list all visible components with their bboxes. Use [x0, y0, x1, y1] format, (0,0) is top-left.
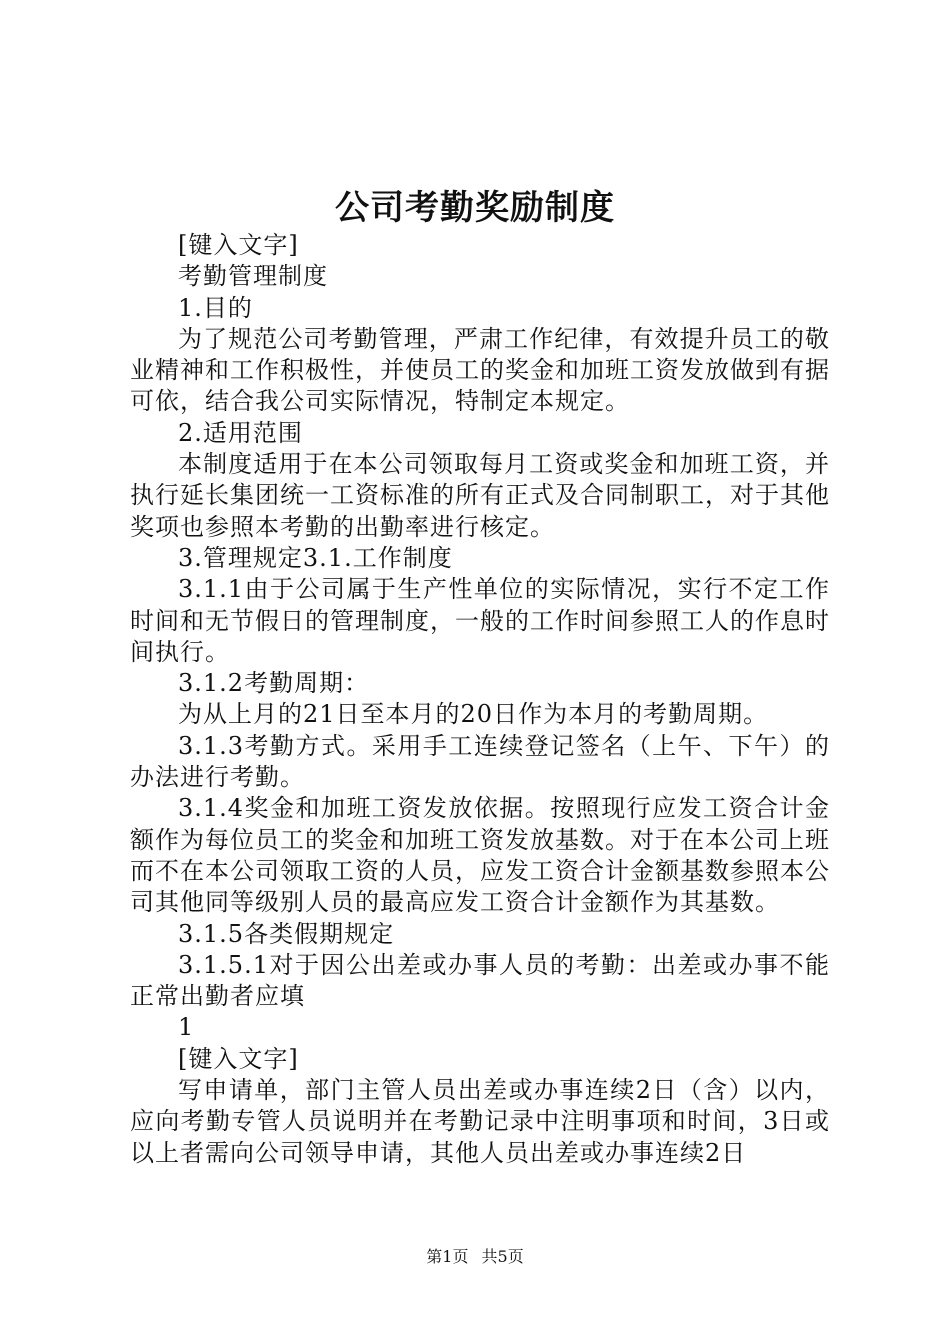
paragraph-continuation: 写申请单，部门主管人员出差或办事连续2日（含）以内，应向考勤专管人员说明并在考勤记录中注明事项和时间，3日或以上者需向公司领导申请，其他人员出差或办事连续2日: [130, 1076, 830, 1167]
section-heading: 考勤管理制度: [178, 262, 328, 291]
section-heading-scope: 2.适用范围: [178, 418, 303, 447]
section-heading-rules: 3.管理规定3.1.工作制度: [178, 543, 453, 572]
header-placeholder-2: [键入文字]: [178, 1044, 299, 1073]
header-placeholder: [键入文字]: [178, 231, 299, 259]
document-body: [130, 230, 830, 1169]
page-number-inline: 1: [178, 1013, 195, 1042]
page-footer: [0, 1244, 950, 1267]
paragraph-rule-3-1-4: 3.1.4奖金和加班工资发放依据。按照现行应发工资合计金额作为每位员工的奖金和加班工资发放基数。对于在本公司上班而不在本公司领取工资的人员，应发工资合计金额基数参照本公司其他同等级别人员的最高应发工资合计金额作为其基数。: [130, 794, 830, 917]
section-heading-purpose: 1.目的: [178, 293, 253, 322]
page-number: 第1页: [426, 1247, 469, 1266]
paragraph-rule-3-1-3: 3.1.3考勤方式。采用手工连续登记签名（上午、下午）的办法进行考勤。: [130, 731, 830, 792]
paragraph-rule-3-1-5-1: 3.1.5.1对于因公出差或办事人员的考勤：出差或办事不能正常出勤者应填: [130, 950, 830, 1011]
paragraph-rule-3-1-2: 3.1.2考勤周期：: [178, 669, 370, 698]
paragraph-scope: 本制度适用于在本公司领取每月工资或奖金和加班工资，并执行延长集团统一工资标准的所有正式及合同制职工，对于其他奖项也参照本考勤的出勤率进行核定。: [130, 450, 830, 541]
page-total: 共5页: [481, 1247, 524, 1266]
paragraph-attendance-period: 为从上月的21日至本月的20日作为本月的考勤周期。: [178, 700, 769, 729]
document-title: 公司考勤奖励制度: [335, 188, 615, 228]
paragraph-purpose: 为了规范公司考勤管理，严肃工作纪律，有效提升员工的敬业精神和工作积极性，并使员工的奖金和加班工资发放做到有据可依，结合我公司实际情况，特制定本规定。: [130, 324, 830, 416]
paragraph-rule-3-1-1: 3.1.1由于公司属于生产性单位的实际情况，实行不定工作时间和无节假日的管理制度，一般的工作时间参照工人的作息时间执行。: [130, 575, 830, 666]
paragraph-rule-3-1-5: 3.1.5各类假期规定: [178, 919, 395, 948]
